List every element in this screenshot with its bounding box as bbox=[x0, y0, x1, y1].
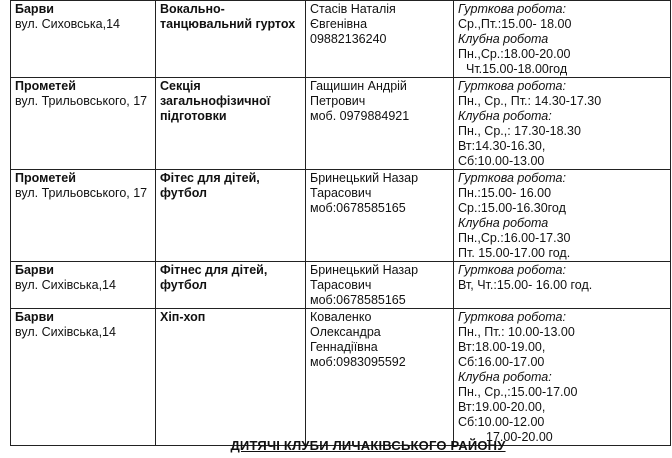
leader-line: Гащишин Андрій bbox=[310, 79, 407, 93]
leader-line: Олександра bbox=[310, 325, 381, 339]
leader-line: Бринецький Назар bbox=[310, 263, 419, 277]
schedule-line: Вт:18.00-19.00, bbox=[458, 340, 546, 354]
leader-phone: моб. 0979884921 bbox=[310, 109, 410, 123]
schedule-line: Сб:10.00-12.00 bbox=[458, 415, 545, 429]
schedule-line: Клубна робота: bbox=[458, 370, 552, 384]
schedule-cell bbox=[454, 78, 671, 170]
club-cell bbox=[11, 309, 156, 446]
schedule-cell bbox=[454, 309, 671, 446]
club-address: вул. Сихівська,14 bbox=[15, 325, 116, 339]
club-name: Прометей bbox=[15, 171, 76, 185]
schedule-line: Ср.:15.00-16.30год bbox=[458, 201, 566, 215]
schedule-line: Гурткова робота: bbox=[458, 310, 566, 324]
schedule-line: Вт:19.00-20.00, bbox=[458, 400, 546, 414]
schedule-line: Гурткова робота: bbox=[458, 263, 566, 277]
club-cell bbox=[11, 1, 156, 78]
table-row bbox=[11, 1, 671, 78]
activity-line: футбол bbox=[160, 186, 207, 200]
activity-line: футбол bbox=[160, 278, 207, 292]
activity-line: підготовки bbox=[160, 109, 227, 123]
leader-phone: моб:0678585165 bbox=[310, 293, 406, 307]
club-address: вул. Сихівська,14 bbox=[15, 278, 116, 292]
club-cell bbox=[11, 78, 156, 170]
table-row bbox=[11, 78, 671, 170]
activity-cell bbox=[156, 170, 306, 262]
leader-cell bbox=[306, 78, 454, 170]
schedule-line: Клубна робота bbox=[458, 32, 549, 46]
club-cell bbox=[11, 262, 156, 309]
activity-cell bbox=[156, 78, 306, 170]
schedule-line: Пн., Ср.,:15.00-17.00 bbox=[458, 385, 578, 399]
schedule-line: Вт:14.30-16.30, bbox=[458, 139, 546, 153]
leader-line: Тарасович bbox=[310, 278, 372, 292]
leader-cell bbox=[306, 262, 454, 309]
activity-line: Фітнес для дітей, bbox=[160, 263, 268, 277]
activity-cell bbox=[156, 309, 306, 446]
leader-cell bbox=[306, 1, 454, 78]
schedule-line: Клубна робота: bbox=[458, 109, 552, 123]
schedule-line: Пн.:15.00- 16.00 bbox=[458, 186, 552, 200]
leader-cell bbox=[306, 309, 454, 446]
activity-line: Вокально- bbox=[160, 2, 225, 16]
schedule-cell bbox=[454, 262, 671, 309]
activity-line: Секція bbox=[160, 79, 201, 93]
club-name: Барви bbox=[15, 2, 54, 16]
leader-line: Стасів Наталія bbox=[310, 2, 396, 16]
leader-phone: моб:0983095592 bbox=[310, 355, 406, 369]
leader-line: Коваленко bbox=[310, 310, 372, 324]
club-name: Барви bbox=[15, 263, 54, 277]
schedule-line: 17.00-20.00 bbox=[486, 430, 553, 444]
leader-phone: моб:0678585165 bbox=[310, 201, 406, 215]
club-name: Барви bbox=[15, 310, 54, 324]
club-address: вул. Сиховська,14 bbox=[15, 17, 120, 31]
schedule-line: Пн., Ср.,: 17.30-18.30 bbox=[458, 124, 581, 138]
schedule-line: Пн., Пт.: 10.00-13.00 bbox=[458, 325, 575, 339]
schedule-line: Сб:16.00-17.00 bbox=[458, 355, 545, 369]
schedule-cell bbox=[454, 1, 671, 78]
schedule-line: Гурткова робота: bbox=[458, 171, 566, 185]
schedule-line: Клубна робота bbox=[458, 216, 549, 230]
schedule-cell bbox=[454, 170, 671, 262]
activity-cell bbox=[156, 1, 306, 78]
leader-line: Петрович bbox=[310, 94, 366, 108]
leader-line: Геннадіївна bbox=[310, 340, 378, 354]
leader-line: Бринецький Назар bbox=[310, 171, 419, 185]
schedule-line: Гурткова робота: bbox=[458, 2, 566, 16]
club-name: Прометей bbox=[15, 79, 76, 93]
table-row bbox=[11, 309, 671, 446]
activity-line: танцювальний гуртох bbox=[160, 17, 296, 31]
schedule-line: Вт, Чт.:15.00- 16.00 год. bbox=[458, 278, 593, 292]
activity-line: загальнофізичної bbox=[160, 94, 271, 108]
schedule-line: Пн.,Ср.:18.00-20.00 bbox=[458, 47, 571, 61]
section-heading: ДИТЯЧІ КЛУБИ ЛИЧАКІВСЬКОГО РАЙОНУ bbox=[230, 438, 506, 453]
leader-line: Тарасович bbox=[310, 186, 372, 200]
club-cell bbox=[11, 170, 156, 262]
activity-cell bbox=[156, 262, 306, 309]
schedule-table bbox=[10, 0, 671, 446]
activity-line: Хіп-хоп bbox=[160, 310, 206, 324]
schedule-line: Ср.,Пт.:15.00- 18.00 bbox=[458, 17, 572, 31]
schedule-line: Пн., Ср., Пт.: 14.30-17.30 bbox=[458, 94, 602, 108]
club-address: вул. Трильовського, 17 bbox=[15, 94, 148, 108]
schedule-line: Гурткова робота: bbox=[458, 79, 566, 93]
schedule-line: Сб:10.00-13.00 bbox=[458, 154, 545, 168]
leader-phone: 09882136240 bbox=[310, 32, 387, 46]
table-row bbox=[11, 262, 671, 309]
leader-line: Євгенівна bbox=[310, 17, 368, 31]
activity-line: Фітес для дітей, bbox=[160, 171, 260, 185]
schedule-line: Пн.,Ср.:16.00-17.30 bbox=[458, 231, 571, 245]
leader-cell bbox=[306, 170, 454, 262]
schedule-line: Чт.15.00-18.00год bbox=[466, 62, 568, 76]
table-row bbox=[11, 170, 671, 262]
club-address: вул. Трильовського, 17 bbox=[15, 186, 148, 200]
schedule-line: Пт. 15.00-17.00 год. bbox=[458, 246, 571, 260]
